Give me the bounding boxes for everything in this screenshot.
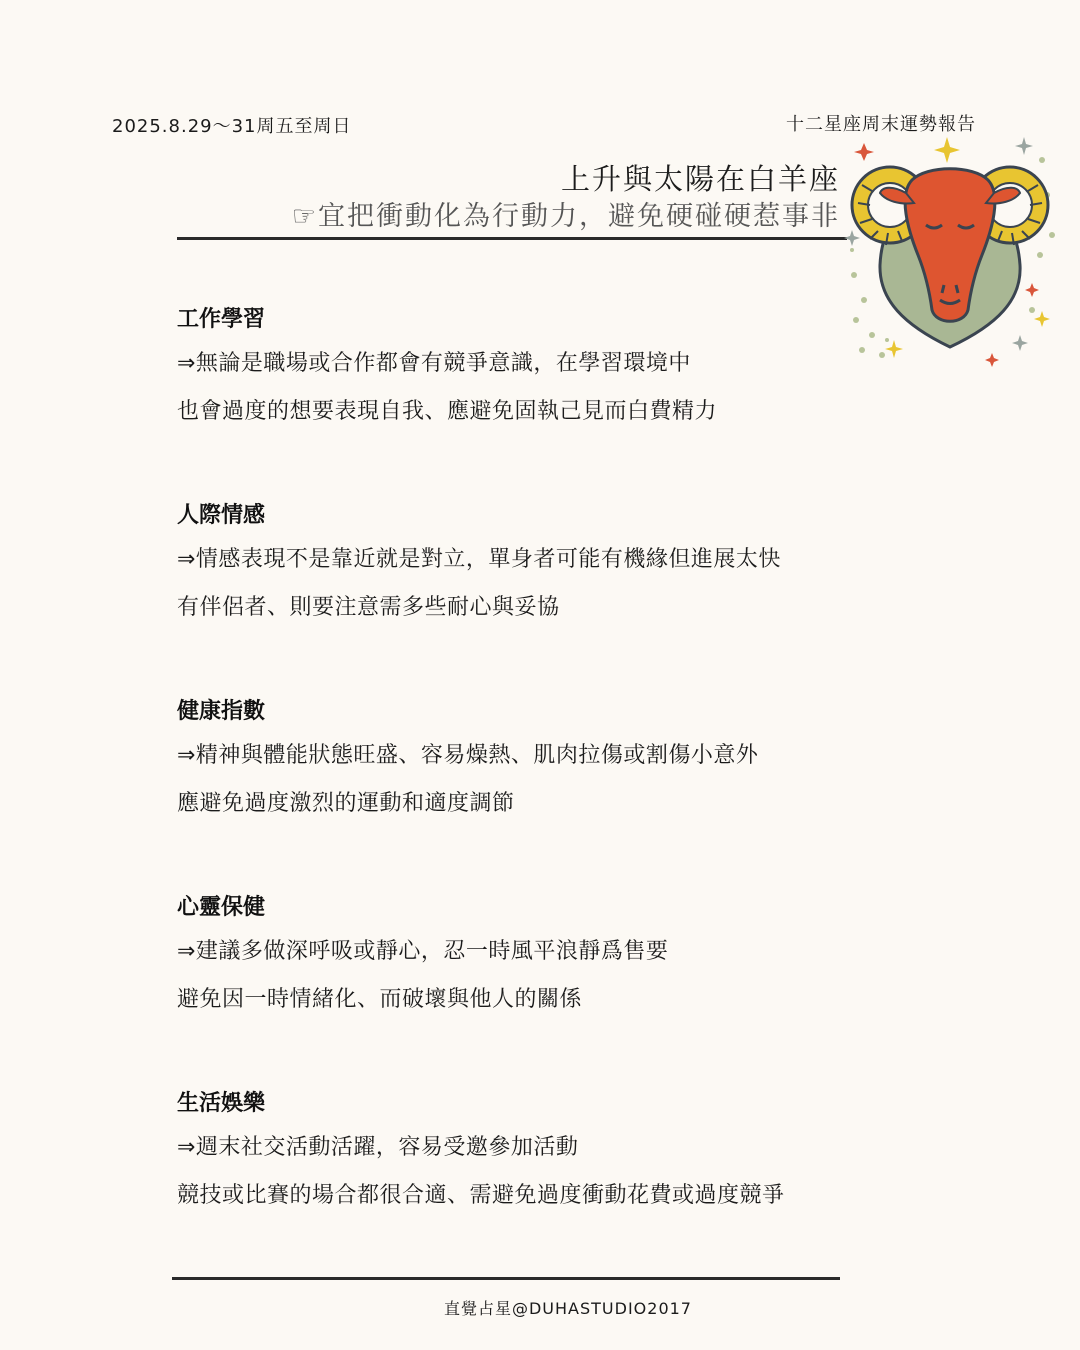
date-label: 2025.8.29～31周五至周日 <box>112 116 352 137</box>
footer-divider <box>172 1277 840 1280</box>
section-leisure <box>177 1084 917 1280</box>
footer-credit: 直覺占星@DUHASTUDIO2017 <box>443 1299 692 1318</box>
headline-title: 上升與太陽在白羊座 <box>560 162 840 196</box>
report-title: 十二星座周末運勢報告 <box>786 114 976 135</box>
headline <box>292 160 840 236</box>
section-title: 生活娛樂 <box>177 1091 266 1116</box>
section-line: ⇒週末社交活動活躍，容易受邀參加活動 <box>177 1135 579 1160</box>
section-work <box>177 300 917 496</box>
section-line: 有伴侶者、則要注意需多些耐心與妥協 <box>177 595 560 620</box>
section-health <box>177 692 917 888</box>
section-line: 也會過度的想要表現自我、應避免固執己見而白費精力 <box>177 399 718 424</box>
section-mind <box>177 888 917 1084</box>
section-line: 競技或比賽的場合都很合適、需避免過度衝動花費或過度競爭 <box>177 1183 785 1208</box>
section-title: 工作學習 <box>177 307 266 332</box>
section-title: 心靈保健 <box>177 895 266 920</box>
section-title: 人際情感 <box>177 503 266 528</box>
section-line: 避免因一時情緒化、而破壞與他人的關係 <box>177 987 583 1012</box>
section-title: 健康指數 <box>177 699 266 724</box>
section-line: 應避免過度激烈的運動和適度調節 <box>177 791 515 816</box>
headline-divider <box>177 237 847 240</box>
section-line: ⇒精神與體能狀態旺盛、容易燥熱、肌肉拉傷或割傷小意外 <box>177 743 759 768</box>
section-line: ⇒無論是職場或合作都會有競爭意識，在學習環境中 <box>177 351 691 376</box>
headline-subtitle: ☞宜把衝動化為行動力，避免硬碰硬惹事非 <box>291 201 840 232</box>
sections <box>177 300 917 1280</box>
section-line: ⇒情感表現不是靠近就是對立，單身者可能有機緣但進展太快 <box>177 547 781 572</box>
section-relationships <box>177 496 917 692</box>
section-line: ⇒建議多做深呼吸或靜心，忍一時風平浪靜爲售要 <box>177 939 669 964</box>
